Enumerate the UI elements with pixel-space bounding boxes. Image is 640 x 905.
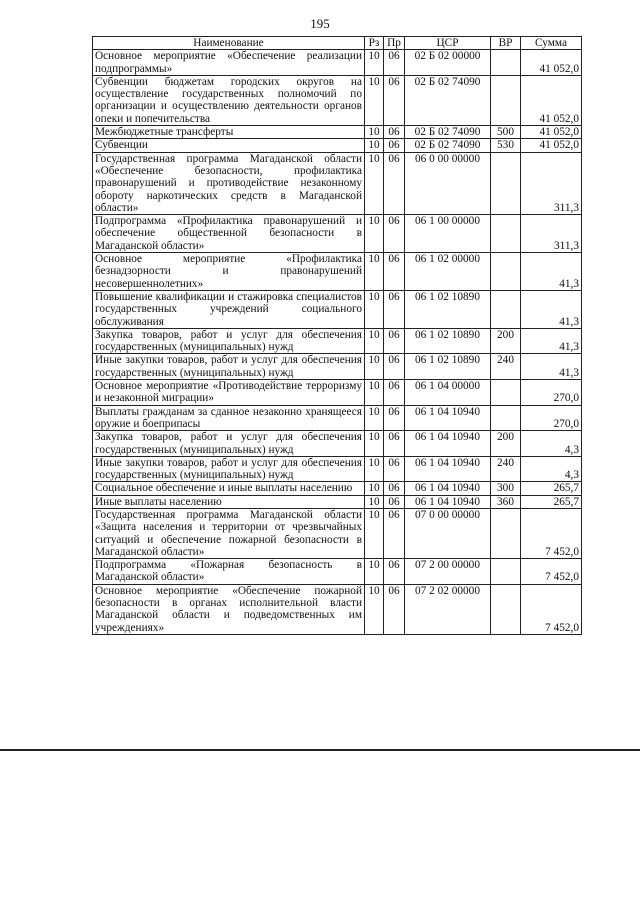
cell-name: Основное мероприятие «Обеспечение реализации подпрограммы» xyxy=(93,50,365,76)
cell-name: Повышение квалификации и стажировка специалистов государственных учреждений социального обслуживания xyxy=(93,290,365,328)
cell-vr xyxy=(491,559,521,585)
cell-rz: 10 xyxy=(365,405,384,431)
table-row xyxy=(93,126,582,139)
cell-rz: 10 xyxy=(365,126,384,139)
cell-csr: 07 0 00 00000 xyxy=(405,508,491,558)
cell-csr: 02 Б 02 00000 xyxy=(405,50,491,76)
cell-csr: 06 1 04 10940 xyxy=(405,456,491,482)
cell-name: Закупка товаров, работ и услуг для обеспечения государственных (муниципальных) нужд xyxy=(93,431,365,457)
cell-rz: 10 xyxy=(365,584,384,634)
header-name: Наименование xyxy=(93,37,365,50)
cell-csr: 06 1 04 10940 xyxy=(405,405,491,431)
cell-csr: 06 1 02 10890 xyxy=(405,328,491,354)
table-row xyxy=(93,456,582,482)
header-sum: Сумма xyxy=(521,37,582,50)
cell-sum: 7 452,0 xyxy=(521,559,582,585)
cell-sum: 41 052,0 xyxy=(521,75,582,125)
footer-divider xyxy=(0,749,640,751)
cell-pr: 06 xyxy=(384,495,405,508)
cell-name: Основное мероприятие «Противодействие терроризму и незаконной миграции» xyxy=(93,380,365,406)
header-csr: ЦСР xyxy=(405,37,491,50)
cell-pr: 06 xyxy=(384,139,405,152)
cell-csr: 06 1 02 10890 xyxy=(405,290,491,328)
cell-vr xyxy=(491,50,521,76)
table-row xyxy=(93,508,582,558)
cell-sum: 265,7 xyxy=(521,482,582,495)
cell-name: Государственная программа Магаданской области «Обеспечение безопасности, профилактика правонарушений и противодействие незаконному обороту наркотических средств в Магаданской области» xyxy=(93,152,365,214)
cell-csr: 06 1 04 10940 xyxy=(405,431,491,457)
table-row xyxy=(93,354,582,380)
cell-pr: 06 xyxy=(384,253,405,291)
cell-name: Субвенции xyxy=(93,139,365,152)
cell-pr: 06 xyxy=(384,584,405,634)
cell-pr: 06 xyxy=(384,354,405,380)
cell-name: Иные закупки товаров, работ и услуг для обеспечения государственных (муниципальных) нужд xyxy=(93,456,365,482)
cell-rz: 10 xyxy=(365,215,384,253)
cell-pr: 06 xyxy=(384,380,405,406)
cell-csr: 06 1 00 00000 xyxy=(405,215,491,253)
cell-sum: 270,0 xyxy=(521,405,582,431)
header-vr: ВР xyxy=(491,37,521,50)
table-row xyxy=(93,139,582,152)
cell-pr: 06 xyxy=(384,405,405,431)
page-number: 195 xyxy=(310,16,330,31)
cell-vr xyxy=(491,290,521,328)
table-row xyxy=(93,328,582,354)
table-row xyxy=(93,380,582,406)
table-row xyxy=(93,431,582,457)
cell-pr: 06 xyxy=(384,431,405,457)
cell-csr: 07 2 00 00000 xyxy=(405,559,491,585)
cell-vr xyxy=(491,584,521,634)
table-row xyxy=(93,495,582,508)
cell-pr: 06 xyxy=(384,126,405,139)
cell-rz: 10 xyxy=(365,328,384,354)
cell-name: Основное мероприятие «Обеспечение пожарной безопасности в органах исполнительной власти Магаданской области и подведомственных им учреждениях» xyxy=(93,584,365,634)
table-row xyxy=(93,584,582,634)
cell-sum: 4,3 xyxy=(521,431,582,457)
cell-sum: 7 452,0 xyxy=(521,508,582,558)
table-row xyxy=(93,152,582,214)
table-row xyxy=(93,559,582,585)
cell-sum: 41 052,0 xyxy=(521,50,582,76)
cell-pr: 06 xyxy=(384,482,405,495)
cell-vr: 530 xyxy=(491,139,521,152)
cell-csr: 06 1 02 10890 xyxy=(405,354,491,380)
cell-pr: 06 xyxy=(384,152,405,214)
table-row xyxy=(93,253,582,291)
table-header-row xyxy=(93,37,582,50)
cell-csr: 06 1 02 00000 xyxy=(405,253,491,291)
cell-rz: 10 xyxy=(365,495,384,508)
cell-csr: 06 0 00 00000 xyxy=(405,152,491,214)
cell-name: Иные закупки товаров, работ и услуг для обеспечения государственных (муниципальных) нужд xyxy=(93,354,365,380)
cell-rz: 10 xyxy=(365,559,384,585)
cell-vr xyxy=(491,75,521,125)
cell-name: Основное мероприятие «Профилактика безнадзорности и правонарушений несовершеннолетних» xyxy=(93,253,365,291)
cell-rz: 10 xyxy=(365,431,384,457)
cell-rz: 10 xyxy=(365,508,384,558)
cell-sum: 7 452,0 xyxy=(521,584,582,634)
cell-csr: 07 2 02 00000 xyxy=(405,584,491,634)
cell-rz: 10 xyxy=(365,380,384,406)
cell-vr xyxy=(491,253,521,291)
cell-rz: 10 xyxy=(365,456,384,482)
cell-pr: 06 xyxy=(384,508,405,558)
table-row xyxy=(93,50,582,76)
cell-rz: 10 xyxy=(365,253,384,291)
header-pr: Пр xyxy=(384,37,405,50)
cell-rz: 10 xyxy=(365,354,384,380)
budget-table xyxy=(92,36,582,635)
table-row xyxy=(93,405,582,431)
cell-name: Подпрограмма «Пожарная безопасность в Магаданской области» xyxy=(93,559,365,585)
cell-rz: 10 xyxy=(365,290,384,328)
cell-sum: 41,3 xyxy=(521,253,582,291)
cell-vr: 300 xyxy=(491,482,521,495)
cell-name: Государственная программа Магаданской области «Защита населения и территории от чрезвычайных ситуаций и обеспечение пожарной безопасности в Магаданской области» xyxy=(93,508,365,558)
cell-sum: 265,7 xyxy=(521,495,582,508)
cell-pr: 06 xyxy=(384,559,405,585)
cell-csr: 06 1 04 10940 xyxy=(405,482,491,495)
cell-csr: 02 Б 02 74090 xyxy=(405,75,491,125)
cell-vr: 240 xyxy=(491,456,521,482)
cell-name: Подпрограмма «Профилактика правонарушений и обеспечение общественной безопасности в Магаданской области» xyxy=(93,215,365,253)
table-row xyxy=(93,75,582,125)
cell-csr: 06 1 04 00000 xyxy=(405,380,491,406)
cell-sum: 41,3 xyxy=(521,328,582,354)
cell-sum: 41,3 xyxy=(521,354,582,380)
cell-name: Субвенции бюджетам городских округов на осуществление государственных полномочий по организации и осуществлению деятельности органов опеки и попечительства xyxy=(93,75,365,125)
header-rz: Рз xyxy=(365,37,384,50)
cell-sum: 4,3 xyxy=(521,456,582,482)
cell-vr: 200 xyxy=(491,328,521,354)
cell-pr: 06 xyxy=(384,75,405,125)
cell-vr xyxy=(491,405,521,431)
cell-vr xyxy=(491,380,521,406)
cell-rz: 10 xyxy=(365,75,384,125)
cell-csr: 06 1 04 10940 xyxy=(405,495,491,508)
cell-pr: 06 xyxy=(384,215,405,253)
cell-sum: 311,3 xyxy=(521,152,582,214)
cell-name: Закупка товаров, работ и услуг для обеспечения государственных (муниципальных) нужд xyxy=(93,328,365,354)
cell-rz: 10 xyxy=(365,482,384,495)
cell-vr xyxy=(491,215,521,253)
cell-vr xyxy=(491,152,521,214)
cell-pr: 06 xyxy=(384,290,405,328)
cell-vr: 360 xyxy=(491,495,521,508)
cell-name: Социальное обеспечение и иные выплаты населению xyxy=(93,482,365,495)
cell-name: Межбюджетные трансферты xyxy=(93,126,365,139)
cell-vr xyxy=(491,508,521,558)
cell-vr: 200 xyxy=(491,431,521,457)
cell-csr: 02 Б 02 74090 xyxy=(405,139,491,152)
cell-vr: 500 xyxy=(491,126,521,139)
cell-vr: 240 xyxy=(491,354,521,380)
cell-pr: 06 xyxy=(384,328,405,354)
cell-sum: 41,3 xyxy=(521,290,582,328)
cell-name: Иные выплаты населению xyxy=(93,495,365,508)
cell-rz: 10 xyxy=(365,50,384,76)
table-row xyxy=(93,482,582,495)
cell-sum: 270,0 xyxy=(521,380,582,406)
cell-rz: 10 xyxy=(365,152,384,214)
cell-pr: 06 xyxy=(384,456,405,482)
cell-pr: 06 xyxy=(384,50,405,76)
table-row xyxy=(93,290,582,328)
cell-csr: 02 Б 02 74090 xyxy=(405,126,491,139)
cell-sum: 41 052,0 xyxy=(521,126,582,139)
cell-rz: 10 xyxy=(365,139,384,152)
cell-name: Выплаты гражданам за сданное незаконно хранящееся оружие и боеприпасы xyxy=(93,405,365,431)
cell-sum: 41 052,0 xyxy=(521,139,582,152)
cell-sum: 311,3 xyxy=(521,215,582,253)
table-row xyxy=(93,215,582,253)
